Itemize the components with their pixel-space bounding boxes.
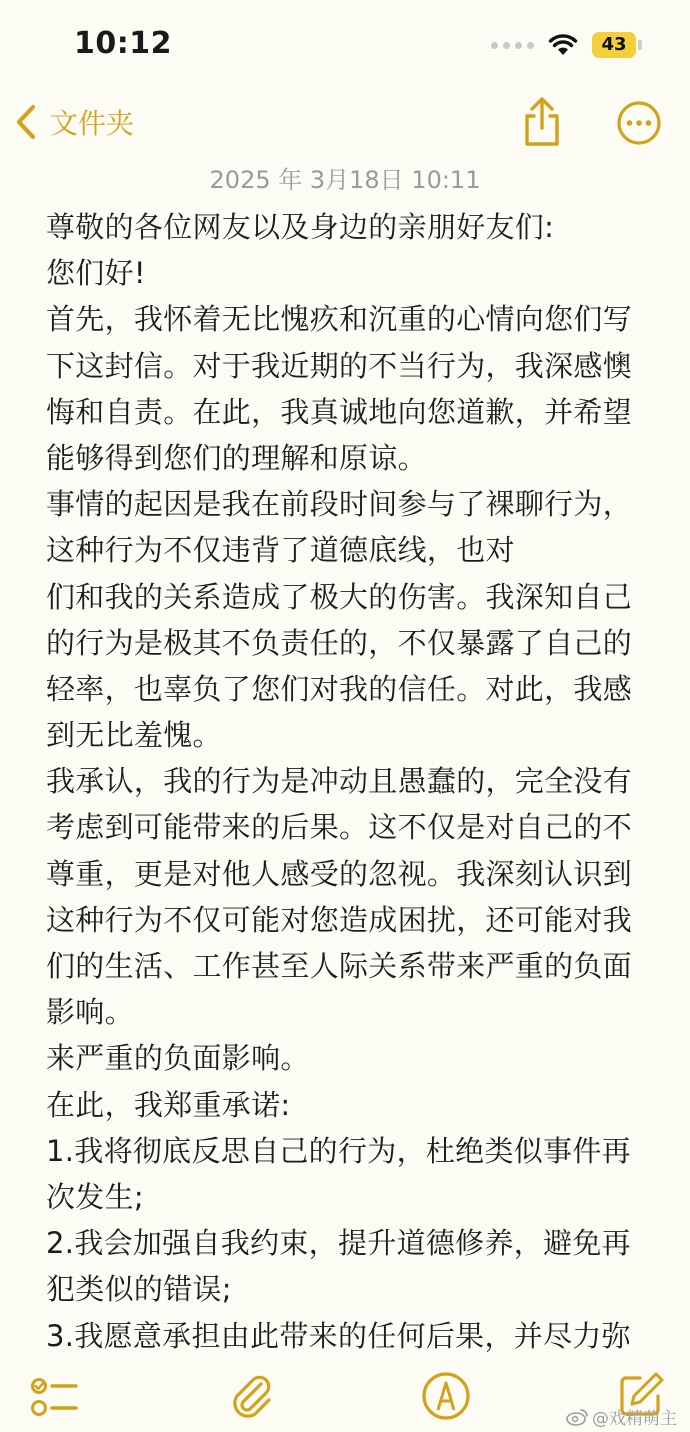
navigation-bar (0, 92, 690, 158)
back-label: 文件夹 (50, 107, 135, 140)
note-line: 您们好! (46, 256, 146, 291)
note-line: 的行为是极其不负责任的，不仅暴露了自己的 (46, 625, 633, 660)
note-line: 在此，我郑重承诺: (46, 1087, 291, 1122)
note-line: 下这封信。对于我近期的不当行为，我深感懊 (46, 348, 633, 383)
note-line: 悔和自责。在此，我真诚地向您道歉，并希望 (46, 394, 633, 429)
note-line: 尊重，更是对他人感受的忽视。我深刻认识到 (46, 856, 633, 891)
note-date: 2025 年 3月18日 10:11 (209, 166, 481, 194)
note-line: 我承认，我的行为是冲动且愚蠢的，完全没有 (46, 764, 633, 799)
note-line: 首先，我怀着无比愧疚和沉重的心情向您们写 (46, 302, 633, 337)
note-line: 这种行为不仅可能对您造成困扰，还可能对我 (46, 902, 633, 937)
note-line: 这种行为不仅违背了道德底线，也对 (46, 533, 515, 568)
weibo-logo-icon (566, 1408, 588, 1426)
note-line: 事情的起因是我在前段时间参与了裸聊行为， (46, 487, 633, 522)
watermark (566, 1404, 677, 1429)
paperclip-icon[interactable] (228, 1370, 276, 1424)
battery-tip (638, 40, 642, 50)
status-icons (491, 32, 642, 58)
note-line: 能够得到您们的理解和原谅。 (46, 440, 427, 475)
checklist-icon[interactable] (30, 1374, 80, 1420)
more-circle-icon[interactable] (616, 100, 662, 146)
cellular-signal-icon (491, 42, 534, 49)
note-line: 1.我将彻底反思自己的行为，杜绝类似事件再 (46, 1133, 631, 1168)
note-line: 轻率，也辜负了您们对我的信任。对此，我感 (46, 671, 633, 706)
wifi-icon (548, 33, 578, 57)
share-icon[interactable] (518, 96, 566, 148)
status-bar (0, 0, 690, 92)
note-line: 3.我愿意承担由此带来的任何后果，并尽力弥 (46, 1318, 631, 1353)
watermark-text: @戏精萌主 (592, 1409, 677, 1429)
chevron-left-icon (14, 102, 38, 142)
note-line: 们和我的关系造成了极大的伤害。我深知自己 (46, 579, 633, 614)
markup-pen-icon[interactable] (420, 1370, 472, 1422)
note-line: 2.我会加强自我约束，提升道德修养，避免再 (46, 1226, 631, 1261)
note-line: 考虑到可能带来的后果。这不仅是对自己的不 (46, 810, 633, 845)
battery-indicator: 43 (592, 32, 636, 58)
note-line: 们的生活、工作甚至人际关系带来严重的负面 (46, 949, 633, 983)
note-line: 到无比羞愧。 (46, 718, 222, 753)
note-line: 犯类似的错误; (46, 1272, 232, 1307)
note-line: 影响。 (46, 995, 134, 1030)
note-line: 次发生; (46, 1179, 144, 1214)
status-time: 10:12 (74, 26, 172, 61)
note-line: 尊敬的各位网友以及身边的亲朋好友们: (46, 210, 555, 244)
back-button[interactable] (14, 102, 134, 142)
note-body[interactable] (46, 204, 656, 1359)
note-line: 来严重的负面影响。 (46, 1041, 310, 1076)
